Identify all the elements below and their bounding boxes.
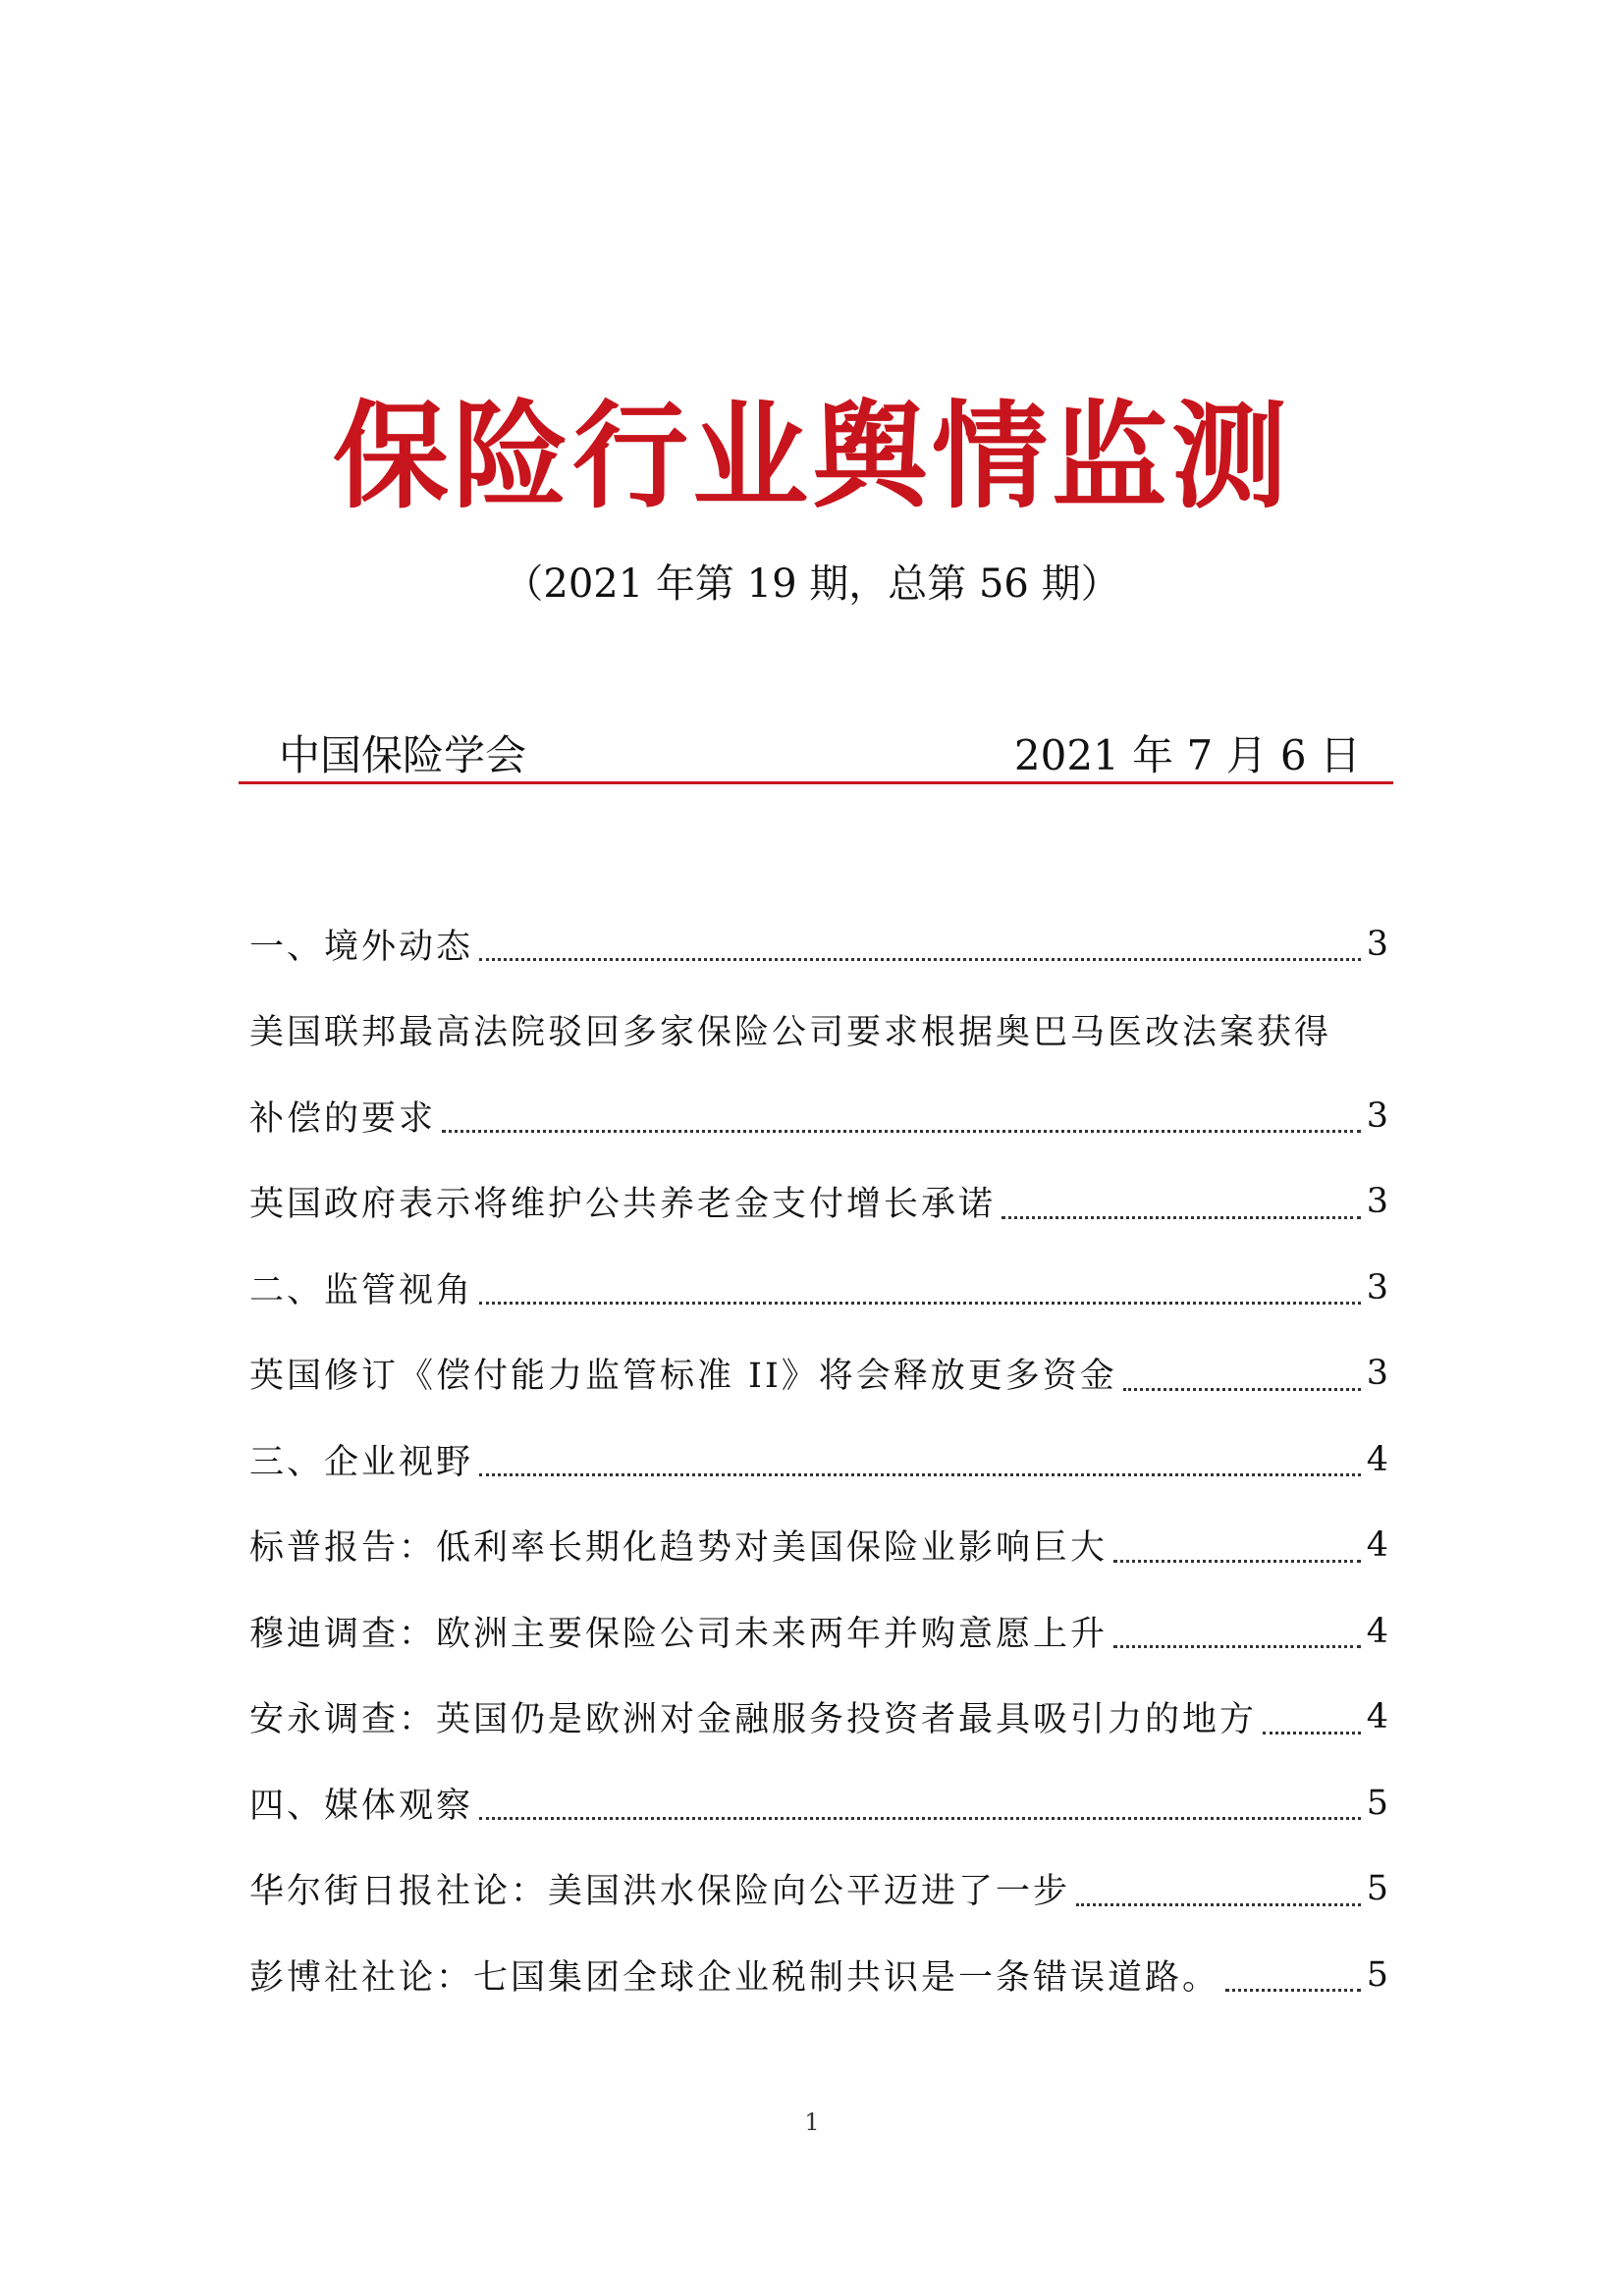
toc-entry-page: 3	[1366, 1267, 1388, 1308]
toc-entry-text: 彭博社社论：七国集团全球企业税制共识是一条错误道路。	[249, 1957, 1220, 1998]
toc-entry[interactable]	[249, 1245, 1388, 1331]
toc-entry-page: 3	[1366, 1182, 1388, 1222]
page-number: 1	[804, 2109, 820, 2136]
toc-leader-dots	[1113, 1645, 1361, 1648]
toc-entry-text: 安永调查：英国仍是欧洲对金融服务投资者最具吸引力的地方	[249, 1700, 1258, 1740]
toc-entry[interactable]	[249, 1760, 1388, 1846]
toc-entry[interactable]	[249, 901, 1388, 988]
toc-entry[interactable]	[249, 988, 1388, 1074]
toc-leader-dots	[479, 1302, 1361, 1305]
header-divider	[239, 781, 1393, 784]
toc-entry-text: 二、监管视角	[249, 1270, 474, 1310]
toc-leader-dots	[1113, 1560, 1361, 1563]
toc-entry[interactable]	[249, 1416, 1388, 1503]
toc-entry-page: 4	[1366, 1525, 1388, 1566]
toc-entry-page: 4	[1366, 1439, 1388, 1479]
issue-number: （2021 年第 19 期，总第 56 期）	[504, 561, 1120, 607]
toc-entry-text: 穆迪调查：欧洲主要保险公司未来两年并购意愿上升	[249, 1614, 1109, 1654]
toc-entry-text: 标普报告：低利率长期化趋势对美国保险业影响巨大	[249, 1528, 1109, 1569]
toc-entry-text: 补偿的要求	[249, 1098, 437, 1139]
toc-entry[interactable]	[249, 1331, 1388, 1417]
toc-entry[interactable]	[249, 1503, 1388, 1589]
toc-entry-page: 3	[1366, 924, 1388, 964]
organization-name: 中国保险学会	[279, 731, 527, 779]
document-title: 保险行业舆情监测	[332, 389, 1291, 524]
table-of-contents	[249, 901, 1388, 2018]
toc-entry-text: 英国政府表示将维护公共养老金支付增长承诺	[249, 1185, 997, 1225]
toc-entry-page: 4	[1366, 1611, 1388, 1651]
toc-leader-dots	[442, 1130, 1361, 1133]
toc-entry[interactable]	[249, 1675, 1388, 1761]
toc-entry-page: 5	[1366, 1869, 1388, 1909]
toc-entry-page: 4	[1366, 1697, 1388, 1737]
toc-leader-dots	[1001, 1216, 1361, 1219]
publication-date: 2021 年 7 月 6 日	[1013, 731, 1361, 779]
toc-entry-text: 美国联邦最高法院驳回多家保险公司要求根据奥巴马医改法案获得	[249, 1013, 1332, 1053]
toc-entry-page: 5	[1366, 1954, 1388, 1995]
toc-entry[interactable]	[249, 1846, 1388, 1933]
toc-entry[interactable]	[249, 1073, 1388, 1159]
toc-entry-text: 华尔街日报社论：美国洪水保险向公平迈进了一步	[249, 1872, 1071, 1912]
toc-entry[interactable]	[249, 1588, 1388, 1675]
toc-entry-text: 一、境外动态	[249, 927, 474, 967]
toc-entry-text: 三、企业视野	[249, 1442, 474, 1482]
toc-leader-dots	[1263, 1732, 1361, 1735]
toc-leader-dots	[1225, 1989, 1361, 1992]
toc-leader-dots	[1123, 1388, 1361, 1391]
toc-entry-page: 5	[1366, 1783, 1388, 1823]
toc-leader-dots	[479, 1473, 1361, 1476]
toc-entry-text: 四、媒体观察	[249, 1786, 474, 1826]
toc-leader-dots	[1076, 1903, 1361, 1906]
toc-entry-text: 英国修订《偿付能力监管标准 II》将会释放更多资金	[249, 1357, 1117, 1397]
toc-leader-dots	[479, 1817, 1361, 1820]
toc-entry-page: 3	[1366, 1354, 1388, 1394]
toc-entry[interactable]	[249, 1159, 1388, 1246]
toc-leader-dots	[479, 958, 1361, 961]
toc-entry[interactable]	[249, 1932, 1388, 2018]
toc-entry-page: 3	[1366, 1095, 1388, 1136]
